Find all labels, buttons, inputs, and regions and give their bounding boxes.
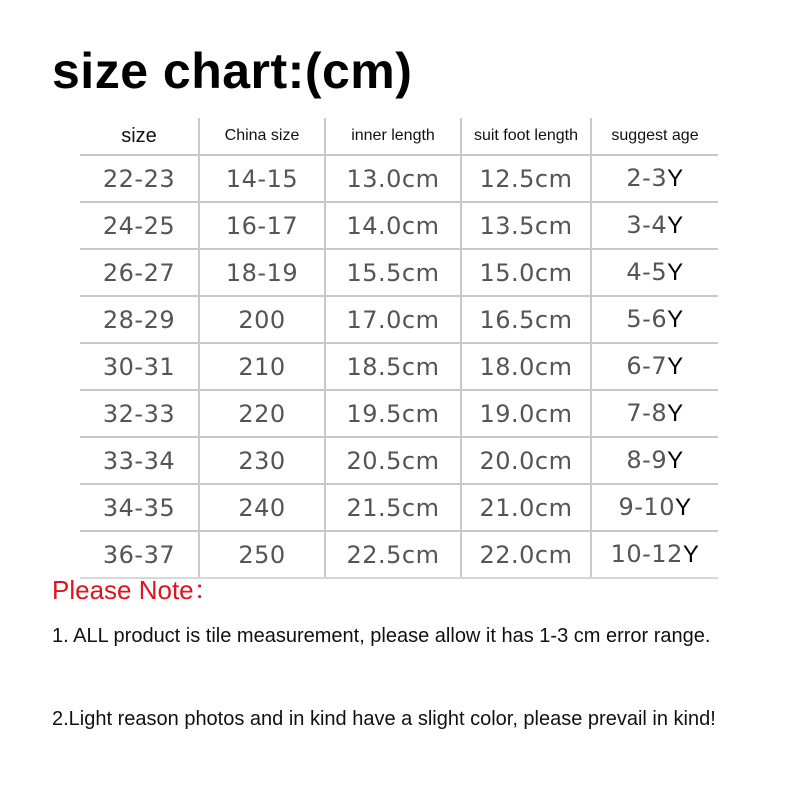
cell-suit-foot-length: 12.5cm [461,155,591,202]
cell-suggest-age [591,484,718,531]
age-range: 3-4 [626,211,668,239]
cell-suit-foot-length: 19.0cm [461,390,591,437]
note-line-2: 2.Light reason photos and in kind have a slight color, please prevail in kind! [52,708,716,730]
cell-inner-length: 14.0cm [325,202,461,249]
cell-size: 28-29 [80,296,199,343]
table-row [80,437,718,484]
cell-inner-length: 22.5cm [325,531,461,578]
age-range: 5-6 [626,305,668,333]
header-suggest-age: suggest age [591,118,718,155]
page-title: size chart:(cm) [52,43,413,99]
cell-suggest-age [591,437,718,484]
cell-china-size: 14-15 [199,155,325,202]
age-unit: Y [667,400,684,427]
age-range: 7-8 [626,399,668,427]
age-range: 4-5 [626,258,668,286]
cell-size: 34-35 [80,484,199,531]
cell-inner-length: 20.5cm [325,437,461,484]
cell-size: 26-27 [80,249,199,296]
cell-inner-length: 13.0cm [325,155,461,202]
age-range: 2-3 [626,164,668,192]
cell-size: 30-31 [80,343,199,390]
note-title: Please Note： [52,575,220,605]
cell-size: 36-37 [80,531,199,578]
cell-china-size: 200 [199,296,325,343]
size-chart-table [80,118,718,579]
cell-size: 32-33 [80,390,199,437]
table-row [80,484,718,531]
cell-suit-foot-length: 21.0cm [461,484,591,531]
cell-china-size: 220 [199,390,325,437]
cell-inner-length: 15.5cm [325,249,461,296]
cell-suggest-age [591,249,718,296]
cell-suit-foot-length: 20.0cm [461,437,591,484]
cell-china-size: 16-17 [199,202,325,249]
cell-suit-foot-length: 22.0cm [461,531,591,578]
age-unit: Y [667,306,684,333]
cell-suggest-age [591,155,718,202]
cell-china-size: 250 [199,531,325,578]
cell-china-size: 230 [199,437,325,484]
age-unit: Y [667,447,684,474]
age-unit: Y [667,259,684,286]
header-suit-foot-length: suit foot length [461,118,591,155]
table-row [80,296,718,343]
cell-suggest-age [591,296,718,343]
age-unit: Y [667,353,684,380]
cell-inner-length: 17.0cm [325,296,461,343]
cell-suggest-age [591,531,718,578]
cell-suit-foot-length: 15.0cm [461,249,591,296]
cell-suggest-age [591,390,718,437]
table-header-row [80,118,718,155]
header-china-size: China size [199,118,325,155]
age-range: 10-12 [610,540,683,568]
cell-inner-length: 19.5cm [325,390,461,437]
age-range: 6-7 [626,352,668,380]
cell-china-size: 18-19 [199,249,325,296]
cell-china-size: 210 [199,343,325,390]
age-range: 8-9 [626,446,668,474]
cell-suggest-age [591,343,718,390]
cell-suit-foot-length: 18.0cm [461,343,591,390]
cell-size: 22-23 [80,155,199,202]
table-row [80,343,718,390]
age-unit: Y [682,541,700,568]
cell-size: 24-25 [80,202,199,249]
cell-suggest-age [591,202,718,249]
header-size: size [80,118,199,155]
table-row [80,155,718,202]
note-line-1: 1. ALL product is tile measurement, please allow it has 1-3 cm error range. [52,625,711,647]
table-row [80,249,718,296]
cell-size: 33-34 [80,437,199,484]
age-unit: Y [667,212,684,239]
cell-suit-foot-length: 16.5cm [461,296,591,343]
age-range: 9-10 [618,493,675,521]
cell-suit-foot-length: 13.5cm [461,202,591,249]
age-unit: Y [674,494,692,521]
table-row [80,390,718,437]
age-unit: Y [667,165,684,192]
table-row [80,202,718,249]
header-inner-length: inner length [325,118,461,155]
cell-china-size: 240 [199,484,325,531]
cell-inner-length: 21.5cm [325,484,461,531]
cell-inner-length: 18.5cm [325,343,461,390]
